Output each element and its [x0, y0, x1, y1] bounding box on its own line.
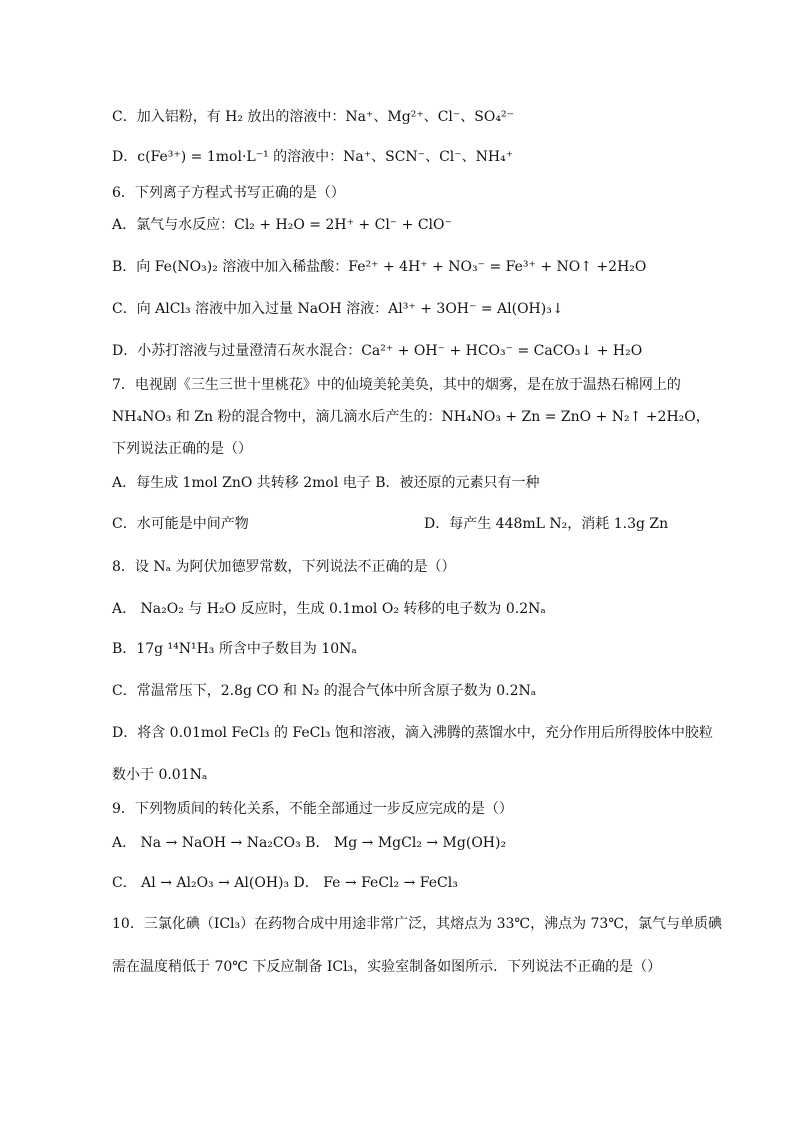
- option-9ab: A． Na → NaOH → Na₂CO₃ B． Mg → MgCl₂ → Mg(OH)₂: [112, 835, 507, 851]
- option-7c: C．水可能是中间产物: [112, 516, 249, 532]
- question-8: 8．设 Nₐ 为阿伏加德罗常数，下列说法不正确的是（）: [112, 559, 456, 575]
- option-8a: A． Na₂O₂ 与 H₂O 反应时，生成 0.1mol O₂ 转移的电子数为 0.2Nₐ: [112, 601, 546, 617]
- option-6d: D．小苏打溶液与过量澄清石灰水混合：Ca²⁺ + OH⁻ + HCO₃⁻ = CaCO₃↓ + H₂O: [112, 343, 643, 359]
- option-9cd: C． Al → Al₂O₃ → Al(OH)₃ D． Fe → FeCl₂ → FeCl₃: [112, 875, 458, 891]
- option-7d: D．每产生 448mL N₂，消耗 1.3g Zn: [424, 516, 669, 532]
- question-9: 9．下列物质间的转化关系，不能全部通过一步反应完成的是（）: [112, 801, 513, 817]
- question-7-line-2: NH₄NO₃ 和 Zn 粉的混合物中，滴几滴水后产生的：NH₄NO₃ + Zn = ZnO + N₂↑ +2H₂O，: [112, 409, 710, 425]
- option-8d-line-2: 数小于 0.01Nₐ: [112, 767, 208, 783]
- option-8b: B．17g ¹⁴N¹H₃ 所含中子数目为 10Nₐ: [112, 641, 357, 657]
- question-7-line-1: 7．电视剧《三生三世十里桃花》中的仙境美轮美奂，其中的烟雾，是在放于温热石棉网上的: [112, 377, 681, 393]
- question-10-line-1: 10．三氯化碘（ICl₃）在药物合成中用途非常广泛，其熔点为 33℃，沸点为 73℃，氯气与单质碘: [112, 916, 722, 932]
- option-6a: A．氯气与水反应：Cl₂ + H₂O = 2H⁺ + Cl⁻ + ClO⁻: [112, 217, 452, 233]
- option-6c: C．向 AlCl₃ 溶液中加入过量 NaOH 溶液：Al³⁺ + 3OH⁻ = Al(OH)₃↓: [112, 301, 564, 317]
- option-6b: B．向 Fe(NO₃)₂ 溶液中加入稀盐酸：Fe²⁺ + 4H⁺ + NO₃⁻ = Fe³⁺ + NO↑ +2H₂O: [112, 259, 647, 275]
- question-6: 6．下列离子方程式书写正确的是（）: [112, 185, 345, 201]
- option-8d-line-1: D．将含 0.01mol FeCl₃ 的 FeCl₃ 饱和溶液，滴入沸腾的蒸馏水中，充分作用后所得胶体中胶粒: [112, 725, 713, 741]
- option-5d: D．c(Fe³⁺) = 1mol·L⁻¹ 的溶液中：Na⁺、SCN⁻、Cl⁻、NH₄⁺: [112, 149, 514, 165]
- option-8c: C．常温常压下，2.8g CO 和 N₂ 的混合气体中所含原子数为 0.2Nₐ: [112, 683, 537, 699]
- option-5c: C．加入铝粉，有 H₂ 放出的溶液中：Na⁺、Mg²⁺、Cl⁻、SO₄²⁻: [112, 109, 514, 125]
- question-7-line-3: 下列说法正确的是（）: [112, 441, 252, 457]
- option-7ab: A．每生成 1mol ZnO 共转移 2mol 电子 B．被还原的元素只有一种: [112, 475, 540, 491]
- question-10-line-2: 需在温度稍低于 70℃ 下反应制备 ICl₃，实验室制备如图所示．下列说法不正确的是（）: [112, 959, 662, 975]
